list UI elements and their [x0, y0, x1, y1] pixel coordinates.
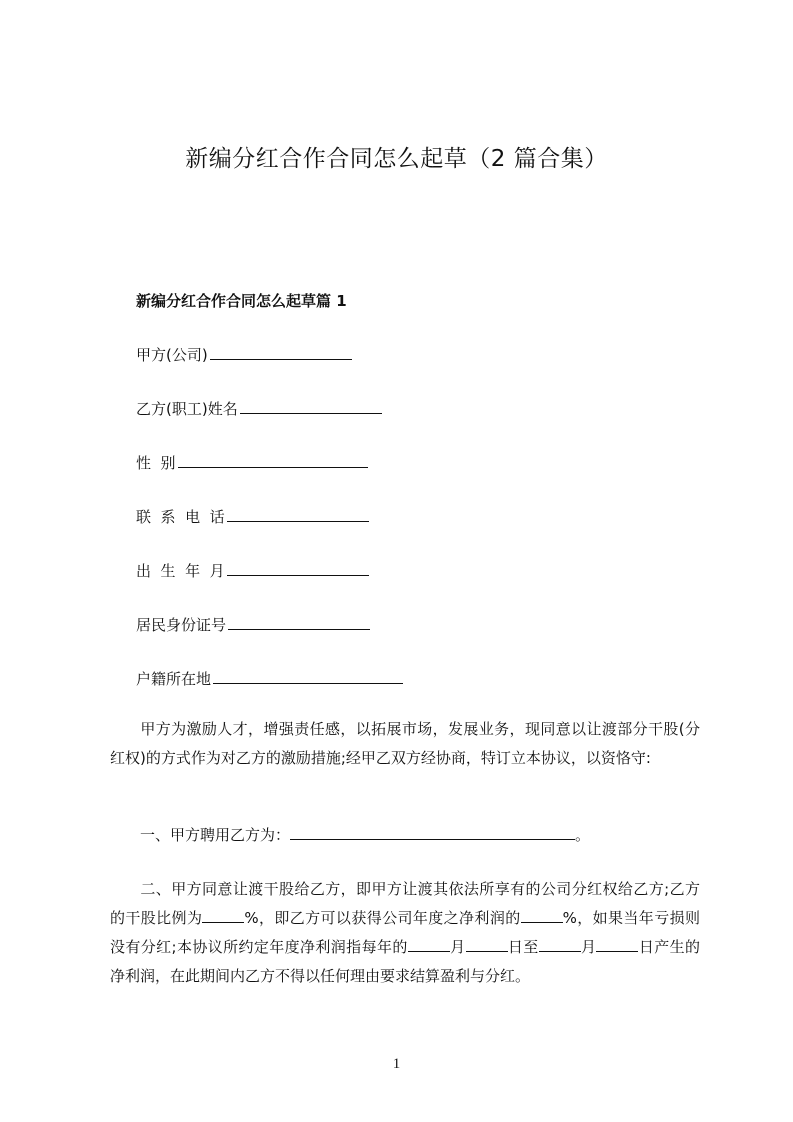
fill-line: [213, 669, 403, 684]
clause-2-text-d: 月: [449, 938, 466, 956]
field-party-b-name: [136, 398, 382, 419]
field-gender: [136, 452, 368, 473]
field-household: [136, 668, 403, 689]
intro-text: 甲方为激励人才，增强责任感，以拓展市场，发展业务，现同意以让渡部分干股(分红权)的方式作为对乙方的激励措施;经甲乙双方经协商，特订立本协议，以资恪守:: [110, 720, 700, 767]
blank-line: [596, 937, 638, 952]
fill-line: [227, 561, 369, 576]
clause-2-text-g: 日产生的净利润，在此期间内乙方不得以任何理由要求结算盈利与分红。: [110, 938, 700, 985]
clause-2-text-f: 月: [580, 938, 597, 956]
clause-1: [110, 821, 700, 850]
field-id-number: [136, 614, 370, 635]
blank-line: [408, 937, 450, 952]
field-label: 户籍所在地: [136, 670, 212, 688]
clause-2-text-b: %，即乙方可以获得公司年度之净利润的: [244, 909, 521, 927]
field-label: 联 系 电 话: [136, 508, 225, 526]
blank-line: [466, 937, 508, 952]
blank-line: [539, 937, 581, 952]
section-heading: 新编分红合作合同怎么起草篇 1: [136, 292, 347, 310]
field-label: 性 别: [136, 454, 176, 472]
intro-paragraph: [110, 715, 700, 773]
field-phone: [136, 506, 369, 527]
fill-line: [240, 399, 382, 414]
blank-line: [290, 825, 575, 840]
field-label: 甲方(公司): [136, 346, 208, 364]
field-label: 出 生 年 月: [136, 562, 225, 580]
page-number: 1: [392, 1056, 401, 1072]
field-birth: [136, 560, 369, 581]
clause-2-text-e: 日至: [507, 938, 539, 956]
blank-line: [202, 908, 244, 923]
clause-2-text-c: %，如果当年亏损则没有分红;本协议所约定年度净利润指每年的: [110, 909, 700, 956]
field-label: 居民身份证号: [136, 616, 227, 634]
field-label: 乙方(职工)姓名: [136, 400, 238, 418]
fill-line: [210, 345, 352, 360]
clause-2-text-a: 二、甲方同意让渡干股给乙方，即甲方让渡其依法所享有的公司分红权给乙方;乙方的干股比例为: [110, 880, 700, 927]
fill-line: [178, 453, 368, 468]
fill-line: [227, 507, 369, 522]
clause-2: [110, 875, 700, 991]
fill-line: [228, 615, 370, 630]
field-party-a: [136, 344, 352, 365]
document-title: 新编分红合作合同怎么起草（2 篇合集）: [185, 146, 608, 172]
blank-line: [521, 908, 563, 923]
clause-1-prefix: 一、甲方聘用乙方为：: [140, 826, 291, 844]
clause-1-suffix: 。: [575, 826, 591, 844]
